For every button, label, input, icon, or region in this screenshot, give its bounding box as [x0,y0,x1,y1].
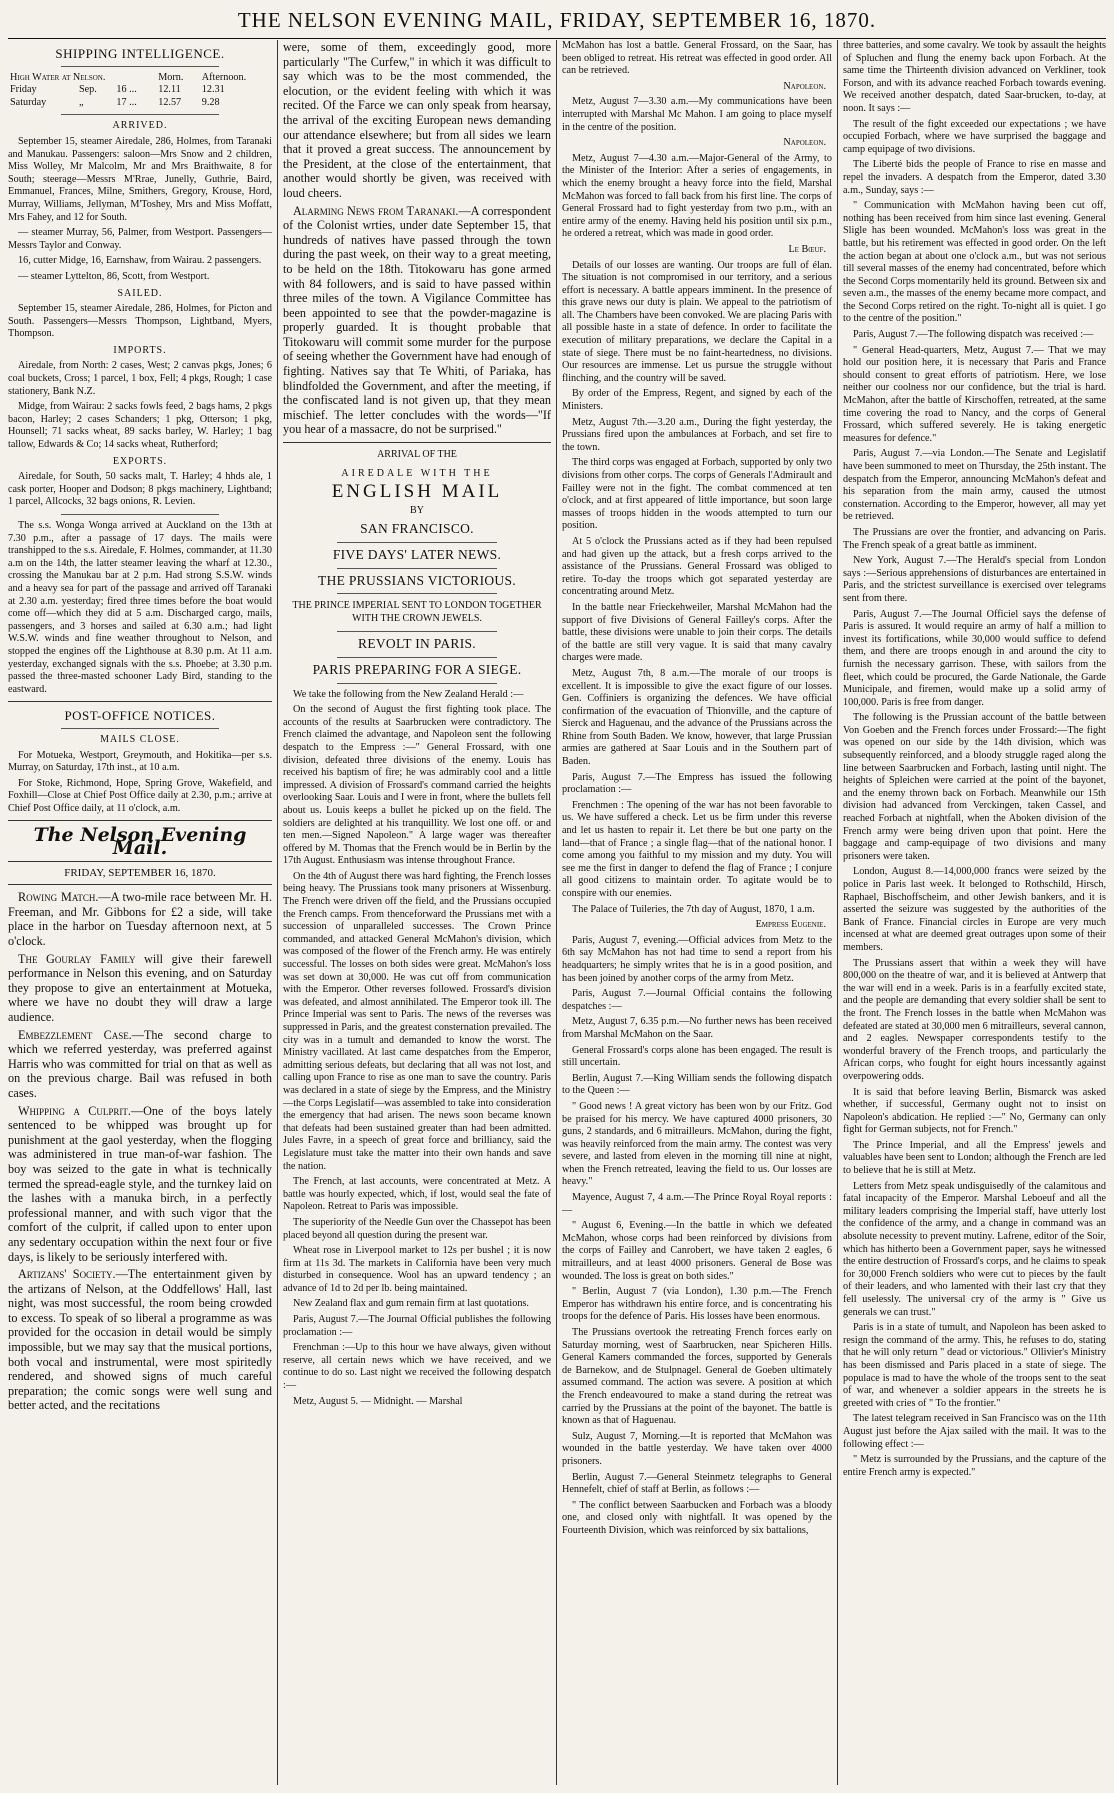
article-paragraph: At 5 o'clock the Prussians acted as if they had been repulsed and had given up the attack, but a fresh corps arrived to the assistance of the Prussians. General Frossard was obliged to retire. To-day the troops which got separated yesterday are concentrating around Metz. [562,535,832,598]
local-news-continued [283,40,551,437]
article-paragraph: By order of the Empress, Regent, and signed by each of the Ministers. [562,388,832,413]
article-paragraph: In the battle near Frieckehweiler, Marshal McMahon had the support of five Divisions of General Failley's corps. After the battle, these divisions were unable to join their corps. The details of the battle are still very vague. It is said that many cavalry charges were made. [562,601,832,664]
divider [8,820,272,821]
sailed-heading: SAILED. [117,287,163,299]
signature: Napoleon. [783,137,826,149]
article-paragraph: The Palace of Tuileries, the 7th day of August, 1870, 1 a.m. [572,903,815,915]
column-divider [837,40,838,1785]
export-item: Airedale, for South, 50 sacks malt, T. Harley; 4 hhds ale, 1 cask porter, Hooper and Dodson; 8 pkgs machinery, Lightband; 1 parcel, Allcocks, 32 bags onions, R. Levien. [8,471,272,508]
divider [8,884,272,885]
tide-label: High Water at Nelson. [10,71,106,83]
headline-prince-imperial: THE PRINCE IMPERIAL SENT TO LONDON TOGETHER WITH THE CROWN JEWELS. [292,600,542,624]
article-paragraph: Paris, August 7.—Journal Official contains the following despatches :— [562,988,832,1012]
column-divider [277,40,278,1785]
local-item [8,1267,272,1413]
column-1 [8,40,272,1785]
shipping-heading: SHIPPING INTELLIGENCE. [55,46,225,61]
tide-row [8,97,272,110]
article-paragraph: Metz, August 7th.—3.20 a.m., During the fight yesterday, the Prussians fired upon the ambulances at Forbach, and set fire to the town. [562,416,832,453]
tide-aft: 12.31 [201,84,225,96]
item-lead: Alarming News from Taranaki. [293,203,459,218]
divider [337,593,498,594]
article-paragraph: Metz, August 7—3.30 a.m.—My communications have been interrupted with Marshal Mc Mahon. I am going to place myself in the centre of the position. [562,96,832,133]
divider [61,514,219,515]
arrival-item: 16, cutter Midge, 16, Earnshaw, from Wairau. 2 passengers. [18,255,262,267]
arrival-item: — steamer Lyttelton, 86, Scott, from Westport. [18,270,210,282]
article-paragraph: The third corps was engaged at Forbach, supported by only two divisions from other corps. The corps of Generals l'Admirault and Failley were not in the fight. The combat commenced at ten o'clock, and at first appeared of little importance, but soon large masses of troops hidden in the woods attempted to turn our position. [562,457,832,532]
item-lead: Whipping a Culprit. [18,1103,131,1118]
item-lead: Rowing Match. [18,890,99,905]
headline-siege: PARIS PREPARING FOR A SIEGE. [312,661,522,677]
local-item [8,1104,272,1265]
article-paragraph: New Zealand flax and gum remain firm at last quotations. [293,1298,529,1310]
article-paragraph: Mayence, August 7, 4 a.m.—The Prince Royal Royal reports :— [562,1192,832,1216]
wonga-report: The s.s. Wonga Wonga arrived at Auckland on the 13th at 7.30 p.m., after a passage of 17 days. The mails were transhipped to the s.s. Airedale, F. Holmes, commander, at 11.30 a.m on the 14th, the latter steamer leaving the wharf at 12.30., crossing the Manukau bar at 2 p.m. Had strong S.S.W. winds and a heavy sea for part of the passage and arrived off Taranaki at 2.30 a.m. yesterday; fired three times before the boat would come off—which they did at 5 a.m. Discharged cargo, mails, passengers, and 3 horses and sailed at 6.30 a.m.; had light W.S.W. winds and fine weather throughout to Nelson, and stopped the engines off the Lighthouse at 8.30 p.m. At 11 a.m. yesterday, exchanged signals with the s.s. Phoebe; at 3.30 p.m. passed the three-masted schooner Lady Bird, standing to the eastward. [8,520,272,695]
item-text: —The entertainment given by the artizans of Nelson, at the Oddfellows' Hall, last night, was most successful, the room being crowded to excess. To speak of so liberal a programme as was provided for the occasion in detail would be simply impossible, but we may say that the musical portions, both vocal and instrumental, were most spiritedly rendered, and showed signs of much careful preparation; the comic songs were well sung and better acted, and the recitations [8,1267,272,1413]
divider [337,631,498,632]
divider [61,66,219,67]
tide-aft: 9.28 [201,96,220,108]
article-paragraph: The Prince Imperial, and all the Empress' jewels and valuables have been sent to London; although the French are led to believe that he is still at Metz. [843,1139,1106,1177]
tide-morn: 12.57 [158,96,182,108]
item-text: —A two-mile race between Mr. H. Freeman, and Mr. Gibbons for £2 a side, will take place in the harbor on Tuesday afternoon next, at 5 o'clock. [8,890,272,949]
item-text: will give their farewell performance in Nelson this evening, and on Saturday they propose to give an entertainment at Motueka, where we have no doubt they will draw a large audience. [8,951,272,1024]
arrival-item: September 15, steamer Airedale, 286, Holmes, from Taranaki and Manukau. Passengers: saloon—Mrs Snow and 2 children, Miss Wolley, Mr Malcolm, Mr and Mrs Braithwaite, 8 for South; steerage—Messrs M'Rrae, Junelly, Guthrie, Baird, Emmanuel, Frances, Milne, Smithers, Gregory, Krouse, Hord, Murray, Williams, Jellyman, M'Toshey, Mrs and Miss Moffatt, Mrs Fahey, and 12 for South. [8,135,272,223]
signature: Napoleon. [783,80,826,92]
import-item: Airedale, from North: 2 cases, West; 2 canvas pkgs, Jones; 6 coal buckets, Cross; 1 parcel, 1 box, Fell; 4 pkgs, Rough; 1 case stationery, Bank N.Z. [8,360,272,397]
divider [8,861,272,862]
divider [337,542,498,543]
article-paragraph: Metz, August 7—4.30 a.m.—Major-General of the Army, to the Minister of the Interior: After a series of engagements, in which the enemy brought a heavy force into the field, Marshal McMahon was forced to fall back from his first line. The corps of General Frossard had to fight yesterday from two p.m., with an entire army of the enemy. Having held his position until six p.m., he ordered a retreat, which was made in good order. [562,152,832,240]
tide-col-afternoon: Afternoon. [201,71,247,83]
article-paragraph: London, August 8.—14,000,000 francs were seized by the police in Paris last week. It belonged to Rothschild, Hirsch, Raphael, Bischoffscheim, and other Jewish bankers, and it is asserted the seizure was suggested by the authorities of the Bank of France. Financial circles in Europe are very much incensed at what are deemed great outrages upon some of their members. [843,866,1106,953]
arrival-item: — steamer Murray, 56, Palmer, from Westport. Passengers—Messrs Taylor and Conway. [8,227,272,251]
article-paragraph: The result of the fight exceeded our expectations ; we have occupied Forbach, where we have surprised the baggage and camp equipage of two divisions. [843,118,1106,155]
article-paragraph: The following is the Prussian account of the battle between Von Goeben and the French forces under Frossard:—The fight was opened on our side by the 14th division, which was subsequently reinforced, and a bloody struggle raged along the line between Saarbrucken and Forbach, lasting until night. The heights of Spleichen were carried at the point of the bayonet, and the enemy thrown back on Forbach. Meanwhile our 15th division had advanced from Verckingen, taken Cassel, and reached Forbach at nightfall, when the Aboken division of the French army were being driven upon that point. Here the baggage and camp-equipage of two divisions and many prisoners were taken. [843,712,1106,862]
headline-san-francisco: SAN FRANCISCO. [360,521,474,537]
column-divider [556,40,557,1785]
headline-airedale: AIREDALE WITH THE [341,467,493,479]
article-paragraph: " Metz is surrounded by the Prussians, and the capture of the entire French army is expected." [843,1454,1106,1478]
article-paragraph: Frenchmen : The opening of the war has not been favorable to us. We have suffered a check. Let us be firm under this reverse and let us hasten to repair it. Let there be but one party on the land—that of France ; a single flag—that of the national honor. I come among you faithful to my mission and my duty. You will see me the first in danger to defend the flag of France ; I conjure all good citizens to maintain order. To agitate would be to conspire with our enemies. [562,799,832,899]
article-paragraph: " The conflict between Saarbucken and Forbach was a bloody one, and closed only with nightfall. It was opened by the Fourteenth Division, which was reinforced by six battalions, [562,1499,832,1536]
article-paragraph: three batteries, and some cavalry. We took by assault the heights of Spluchen and flung the enemy back upon Forbach. At the same time the Thirteenth division advanced on Verkliner, took Forson, and with its advance reached Forbach towards evening. We received another despatch, dated Saar-brucken, to-day, at noon. It says :— [843,40,1106,114]
mail-item: For Stoke, Richmond, Hope, Spring Grove, Wakefield, and Foxhill—Close at Chief Post Office daily at 2.30, p.m.; arrive at Chief Post Office daily, at 11 o'clock, a.m. [8,777,272,814]
divider [283,442,551,443]
article-paragraph: Letters from Metz speak undisguisedly of the calamitous and fatal incapacity of the Emperor. Marshal Leboeuf and all the military leaders comprising the Imperial staff, have utterly lost the confidence of the army, and a change in command was an absolute necessity to prevent mutiny. Lafrene, editor of the Soir, which has hitherto been a Government paper, says he witnessed the entire destruction of Frossard's corps, and he claims to speak for 30,000 French soldiers who were cut to pieces by the fault of their leaders, and who lamented with their last cry that they fell uselessly. The universal cry of the army is " Give us generals we can trust." [843,1180,1106,1318]
tide-morn: 12.11 [158,84,181,96]
article-paragraph: The Prussians overtook the retreating French forces early on Saturday morning, west of Saarbrucken, near Spicheren Hills. General Kamers commanded the forces, supported by Generals de Barnekow, and de Stulpnagel. General de Goeben ultimately assumed command. The action was severe. A position at which the French endeavoured to make a stand during the retreat was carried by the Prussians at the point of the bayonet. The battle is known as that of Haguenau. [562,1327,832,1427]
headline-english-mail: ENGLISH MAIL [331,481,503,503]
article-paragraph: Sulz, August 7, Morning.—It is reported that McMahon was wounded in the battle yesterday. We have taken over 4000 prisoners. [562,1430,832,1467]
signature: Empress Eugenie. [755,919,826,931]
headline-by: BY [410,504,424,516]
divider [337,657,498,658]
mails-close-heading: MAILS CLOSE. [100,733,180,745]
masthead-title: THE NELSON EVENING MAIL, FRIDAY, SEPTEMBER 16, 1870. [237,8,877,32]
column-2 [283,40,551,1785]
masthead-rule [8,38,1106,39]
local-item [8,1028,272,1101]
article-paragraph: " August 6, Evening.—In the battle in which we defeated McMahon, whose corps had been reinforced by divisions from the corps of Failley and Canrobert, we have taken 2 eagles, 6 mitrailleurs, and at least 4000 prisoners. General de Bose was wounded. The loss is great on both sides." [562,1220,832,1282]
tide-date: 16 ... [116,84,137,96]
article-paragraph: Paris, August 7.—The Empress has issued the following proclamation :— [562,771,832,796]
tide-col-morn: Morn. [158,71,184,83]
article-paragraph: Paris, August 7, evening.—Official advices from Metz to the 6th say McMahon has not had time to send a report from his headquarters; he simply writes that he is in a good position, and has been joined by another corps of the army from Metz. [562,934,832,984]
article-paragraph: On the 4th of August there was hard fighting, the French losses being heavy. The Prussians took many prisoners at Wissenburg. The French were driven off the field, and the Prussians occupied the French camps. From thenceforward the Prussians met with a succession of unparalleled successes. The Crown Prince commanded, and attacked General McMahon's division, which was composed of the flower of the French army. He was entirely successful. The losses on both sides were great. McMahon's loss was set down at 30,000. He was cut off from communication with the Emperor. Other reverses followed. Frossard's division was defeated, and almost annihilated. The Emperor took ill. The Prince Imperial was sent to Paris. The news of the reverses was suppressed in Paris, and the greatest consternation prevailed. The city was in a tumult and demanded to know the worst. The Ministry vacillated. At last came despatches from the Emperor, admitting serious defeats, but declaring that all was not lost, and calling upon France to rise as one man to save the country. Paris was declared in a state of siege by the Empress, and the Ministry—the Corps Legislatif—was assembled to take into consideration the emergency that had arisen. The news soon became known that defeats had been sustained greater than had been admitted. Jules Favre, in a speech of great force and brilliancy, said the Legislature must take the matter into their own hands and save the nation. [283,870,551,1172]
article-paragraph: We take the following from the New Zealand Herald :— [293,688,524,700]
article-paragraph: The Liberté bids the people of France to rise en masse and repel the invaders. A despatch from the Emperor, dated 3.30 a.m., Sunday, says :— [843,159,1106,196]
item-text: —A correspondent of the Colonist wrties, under date September 15, that hundreds of natives have passed through the town during the past week, on their way to a great meeting, to be held on the 18th. Titokowaru has gone armed with 84 followers, and is said to have passed within three miles of the town. A Vigilance Committee has been appointed to see that the powder-magazine is properly guarded. It is thought probable that Titokowaru will commit some murder for the purpose of seeing whether the Government have had enough of fighting. Natives say that Te Whiti, of Pariaka, has blindfolded the Government, and after the meeting, if the confiscated land is not given up, that they mean mischief. The letter concludes with the words—"If you hear of a massacre, do not be surprised." [283,203,551,437]
local-item [8,952,272,1025]
article-paragraph: The Prussians are over the frontier, and advancing on Paris. The French speak of a great battle as imminent. [843,526,1106,551]
article-paragraph: Metz, August 7th, 8 a.m.—The morale of our troops is excellent. It is impossible to give the exact figure of our losses. Gen. Coffiniers is organizing the defences. We have official confirmation of the evacuation of Thionville, and the capture of Sierck and Haguenau, and the advance of the Prussians across the Rhine from South Baden. We know, however, that large Prussian armies are gathered at Saar Louis and in the Southern part of Baden. [562,667,832,768]
article-paragraph: The latest telegram received in San Francisco was on the 11th August just before the Ajax sailed with the mail. It was to the following effect :— [843,1413,1106,1450]
tide-day: Saturday [10,96,47,108]
article-paragraph: On the second of August the first fighting took place. The accounts of the results at Saarbrucken were contradictory. The French claimed the advantage, and Napoleon sent the following despatch to the Empress :—" General Frossard, with one division, defeated three divisions of the enemy. Louis has received his baptism of fire; he was admirably cool and a little impressed. A division of Frossard's command carried the heights overlooking Saar. Louis and I were in front, where the bullets fell about us. Louis keeps a bullet he picked up on the field. The soldiers are delighted at his tranquillity. We lost one off. or and ten men.—Signed Napoleon." A large wager was thereafter offered by M. Thomas that the French would be in Berlin by the 17th August. Enthusiasm was intense throughout France. [283,704,551,867]
divider [8,701,272,702]
article-paragraph: Berlin, August 7.—General Steinmetz telegraphs to General Hennefelt, chief of staff at Berlin, as follows :— [562,1471,832,1496]
imports-heading: IMPORTS. [113,344,167,356]
tide-day: Friday [10,84,37,96]
article-paragraph: " Berlin, August 7 (via London), 1.30 p.m.—The French Emperor has withdrawn his entire force, and is concentrating his troops for the defence of Paris. His losses have been enormous. [562,1286,832,1323]
local-item-continued: were, some of them, exceedingly good, more particularly "The Curfew," in which it was difficult to say which was to be the most commended, the elocution, or the evident feeling with which it was recited. Of the Farce we can only speak from hearsay, the arrival of the exciting European news demanding our attendance elsewhere; but from all sides we learn that it proved a great success. The announcement by the President, at the close of the entertainment, that another would shortly be given, was received with loud cheers. [283,40,551,200]
column-4 [843,40,1106,1785]
item-lead: The Gourlay Family [18,951,136,966]
article-paragraph: Paris is in a state of tumult, and Napoleon has been asked to resign the command of the army. This, he refuses to do, stating that he will only return " dead or victorious." Ollivier's Ministry has been dismissed and Paris placed in a state of siege. The populace is mad to have the whole of the troops sent to the seat of war, and whenever a soldier appears in the streets he is greeted with cries of " To the frontier." [843,1322,1106,1409]
sailed-item: September 15, steamer Airedale, 286, Holmes, for Picton and South. Passengers—Messrs Thompson, Lightband, Myers, Thompson. [8,303,272,340]
divider [337,568,498,569]
divider [61,114,219,115]
item-text: —The second charge to which we referred yesterday, was preferred against Harris who was committed for trial on that as well as on the previous charge. Bail was refused in both cases. [8,1027,272,1100]
article-paragraph: Metz, August 7, 6.35 p.m.—No further news has been received from Marshal McMahon on the Saar. [562,1016,832,1040]
headline-five-days: FIVE DAYS' LATER NEWS. [332,547,502,562]
article-paragraph: It is said that before leaving Berlin, Bismarck was asked whether, if successful, Germany ought not to insist on Napoleon's abdication. He replied :—" No, Germany can only fight for German subjects, not for French." [843,1086,1106,1136]
article-paragraph: Frenchman :—Up to this hour we have always, given without reserve, all certain news which we have received, and we continue to do so. Last night we received the following despatch :— [283,1342,551,1392]
article-paragraph: Paris, August 7.—via London.—The Senate and Legislatif have been summoned to meet on Thursday, the 25th instant. The despatch from the Emperor, announcing McMahon's defeat and his separation from the main army, caused the utmost consternation. According to the Emperor, however, all may yet be retrieved. [843,448,1106,523]
signature: Le Bœuf. [788,243,826,255]
article-paragraph: The superiority of the Needle Gun over the Chassepot has been placed beyond all question during the present war. [283,1216,551,1241]
article-paragraph: Paris, August 7.—The Journal Official publishes the following proclamation :— [283,1314,551,1338]
article-paragraph: Berlin, August 7.—King William sends the following dispatch to the Queen :— [562,1072,832,1097]
paper-date: FRIDAY, SEPTEMBER 16, 1870. [64,866,216,879]
headline-revolt: REVOLT IN PARIS. [358,636,476,652]
column-3 [562,40,832,1785]
article-paragraph: The French, at last accounts, were concentrated at Metz. A battle was hourly expected, which, if lost, would seal the fate of Napoleon. Retreat to Paris was impossible. [283,1176,551,1213]
tide-row [8,84,272,97]
import-item: Midge, from Wairau: 2 sacks fowls feed, 2 bags hams, 2 pkgs bacon, Harley; 2 cases Schanders; 1 pkg, Otterson; 1 pkg, Hounsell; 71 sacks wheat, 89 sacks barley, W. Harley; 1 bag tallow, Edwards & Co; 14 sacks wheat, Rutherford; [8,401,272,451]
local-item [8,890,272,948]
tide-month: Sep. [78,84,97,96]
tide-table [8,72,272,110]
article-paragraph: McMahon has lost a battle. General Frossard, on the Saar, has been obliged to retreat. His retreat was effected in good order. All can be retrieved. [562,40,832,77]
post-office-heading: POST-OFFICE NOTICES. [64,708,216,724]
article-paragraph: " General Head-quarters, Metz, August 7.— That we may hold our position here, it is necessary that Paris and France should consent to great efforts of patriotism. Here, we lose neither our coolness nor our confidence, but the trial is hard. McMahon, after the battle of Kirschoffen, retreated, at the same time covering the road to Nancy, and the corps of General Frossard, which suffered severely. He is taking energetic measures for defence." [843,344,1106,444]
headline-prussians: THE PRUSSIANS VICTORIOUS. [318,572,516,588]
article-paragraph: General Frossard's corps alone has been engaged. The result is still uncertain. [562,1044,832,1069]
paper-title: The Nelson Evening Mail. [33,824,247,860]
article-paragraph: " Communication with McMahon having been cut off, nothing has been received from him since last evening. General Sligle has been wounded. McMahon's loss was great in the battle, but his retirement was effected in good order. On the left the action began at about one o'clock a.m., but was not serious till several masses of the enemy had concentrated, before which the Second Corps momentarily held its ground. Between six and seven a.m., the masses of the enemy became more compact, and the Second Corps retired on the right. To-night all is quiet. I go to the centre of the position." [843,200,1106,325]
article-paragraph: New York, August 7.—The Herald's special from London says :—Serious apprehensions of disturbances are entertained in Paris, and the strictest surveillance is exercised over telegrams sent from there. [843,555,1106,604]
masthead [0,0,1114,40]
tide-date: 17 ... [116,96,137,108]
local-news [8,890,272,1413]
arrived-heading: ARRIVED. [112,120,168,132]
divider [61,728,219,729]
article-paragraph: Wheat rose in Liverpool market to 12s per bushel ; it is now firm at 11s 3d. The markets in California have been very much disturbed in consequence. Wool has an upward tendency ; an advance of 1d to 2d per lb. being maintained. [283,1245,551,1294]
mail-item: For Motueka, Westport, Greymouth, and Hokitika—per s.s. Murray, on Saturday, 17th inst., at 10 a.m. [8,749,272,774]
item-lead: Artizans' Society. [18,1267,116,1282]
article-paragraph: The Prussians assert that within a week they will have 800,000 on the theatre of war, and it is believed at Antwerp that the war will end in a week. Paris is in a fearfully excited state, and the people are demanding that every soldier shall be sent to the front. The French losses in the battle when McMahon was defeated are stated at 30,000 men 6 mitrailleurs, several cannon, and 2 eagles. Newspaper correspondents testify to the wonderful bravery of the French troops, and particularly the African corps, who fought for eight hours incessantly against overpowering odds. [843,957,1106,1082]
local-item [283,204,551,438]
article-paragraph: " Good news ! A great victory has been won by our Fritz. God be praised for his mercy. We have captured 4000 prisoners, 30 guns, 2 standards, and 6 mitrailleurs. McMahon, during the fight, was heavily reinforced from the main army. The contest was very severe, and lasted from eleven in the morning till nine at night, when the French retreated, leaving the field to us. Our losses are heavy." [562,1100,832,1188]
tide-month: „ [78,96,84,108]
article-paragraph: Paris, August 7.—The Journal Officiel says the defense of Paris is assured. It would require an army of half a million to invest its fortifications, while 30,000 would suffice to defend them, and there are troops enough in and around the city to furnish the necessary garrison. These, with sailors from the fleet, which could be procured, the Garde Nationale, the Garde Municipale, and firemen, would make up a solid army of 100,000. Paris is free from danger. [843,608,1106,708]
exports-heading: EXPORTS. [112,455,168,467]
item-text: —One of the boys lately sentenced to be whipped was brought up for punishment at the gaol yesterday, when the flogging was administered in true man-of-war fashion. The boy was seized to the gate in what is technically termed the spread-eagle style, and the turnkey laid on the lashes with a manuka birch, in a perfectly professional manner, and with such vigor that the comfort of the culprit, if called upon to enter upon any sedentary occupation within the next four or five days, is likely to be seriously interfered with. [8,1103,272,1264]
article-paragraph: Paris, August 7.—The following dispatch was received :— [853,329,1094,341]
item-lead: Embezzlement Case. [18,1027,132,1042]
article-paragraph: Details of our losses are wanting. Our troops are full of élan. The situation is not compromised in our territory, and a serious effort is necessary. A battle appears imminent. In the presence of this grave news our duty is plain. We appeal to the patriotism of all. The Chambers have been convoked. We are placing Paris with all possible haste in a state of defence. In order to facilitate the execution of military preparations, we declare the Capital in a state of siege. There must be no faint-heartedness, no divisions. Our resources are immense. Let us pursue the struggle without flinching, and the country will be saved. [562,259,832,384]
divider [337,683,498,684]
article-paragraph: Metz, August 5. — Midnight. — Marshal [293,1395,463,1407]
headline-arrival: ARRIVAL OF THE [377,449,457,461]
